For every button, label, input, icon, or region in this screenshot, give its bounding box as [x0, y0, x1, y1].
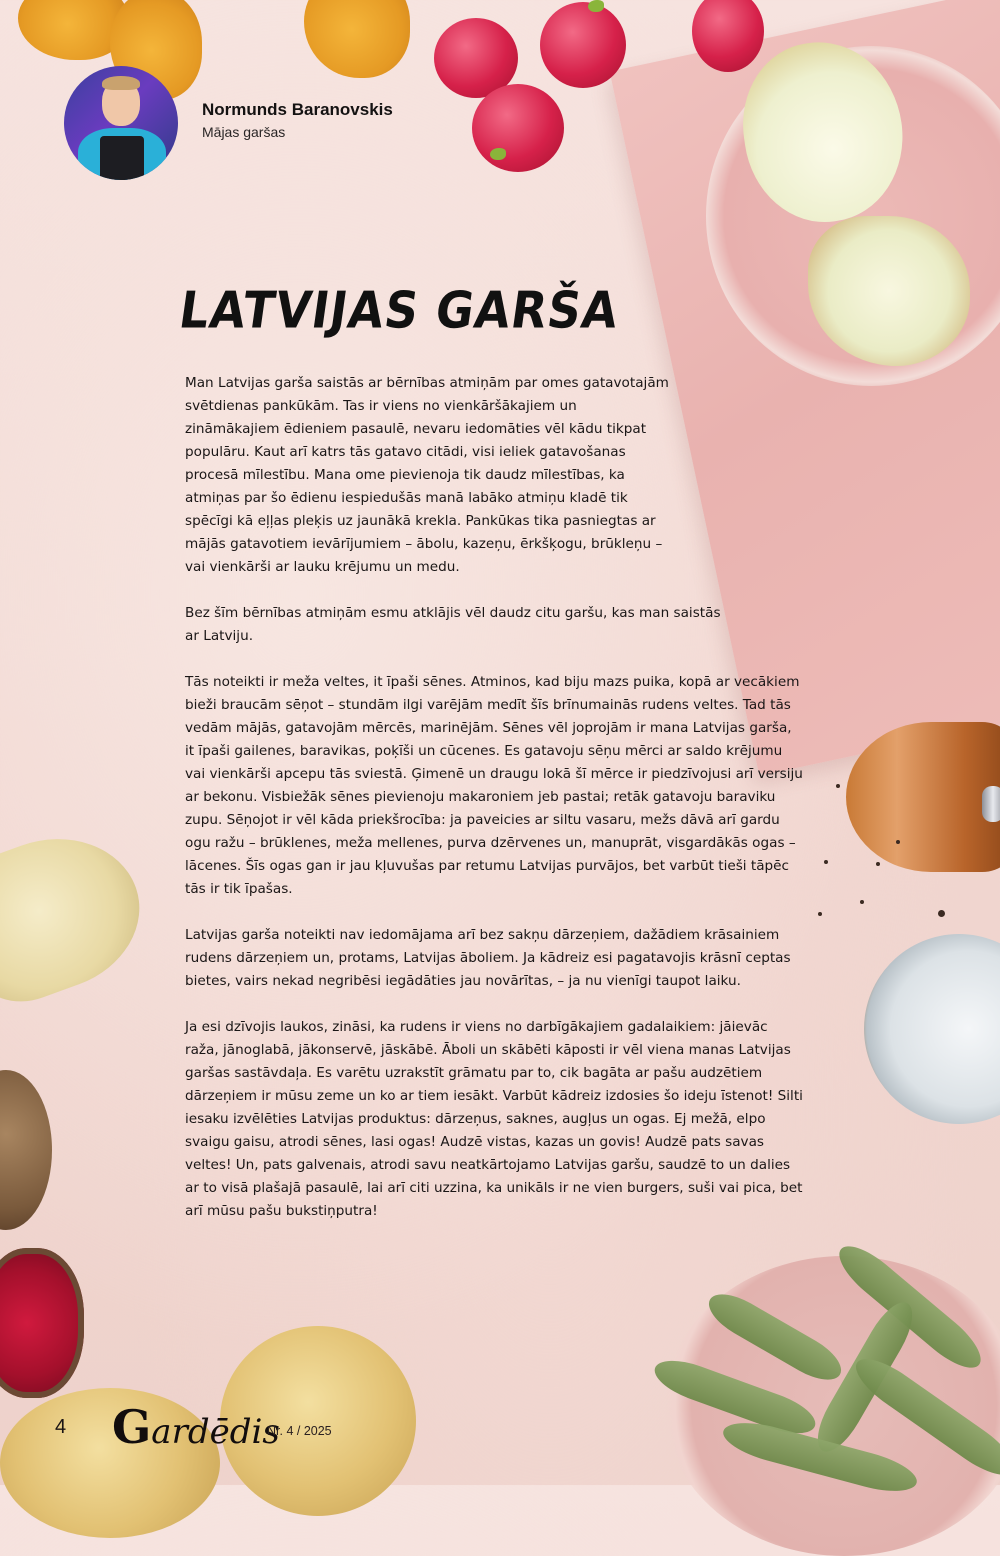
paragraph: Ja esi dzīvojis laukos, zināsi, ka rudens ir viens no darbīgākajiem gadalaikiem: jāievāc raža, jānoglabā, jākonservē, jāskābē. Āboli un skābēti kāposti ir vēl viena manas Latvijas garšas sastāvdaļa. Es varētu uzrakstīt grāmatu par to, cik bagāta ar pašu audzētiem dārzeņiem ir mūsu zeme un ko ar tiem iesākt. Varbūt kādreiz izdosies šo ideju īstenot! Silti iesaku izvēlēties Latvijas produktus: dārzeņus, saknes, augļus un ogas. Ej mežā, elpo svaigu gaisu, atrodi sēnes, lasi ogas! Audzē vistas, kazas un govis! Audzē pats savas veltes! Un, pats galvenais, atrodi savu neatkārtojamo Latvijas garšu, saudzē to un dalies ar to visā plašajā pasaulē, lai arī citi uzzina, ka unikāls ir ne vien burgers, suši vai pica, bet arī mūsu pašu bukstiņputra!	[185, 1019, 803, 1219]
parsnip-image	[0, 814, 160, 1017]
logo-initial: G	[112, 1400, 152, 1454]
pepper-mill-knob-image	[982, 786, 1000, 822]
author-avatar	[64, 66, 178, 180]
peppercorn-image	[876, 862, 880, 866]
avatar-hair	[102, 76, 140, 90]
radish-leaf-image	[490, 148, 506, 160]
peppercorn-image	[818, 912, 822, 916]
peppercorn-image	[860, 900, 864, 904]
paragraph: Tās noteikti ir meža veltes, it īpaši sēnes. Atminos, kad biju mazs puika, kopā ar vecākiem bieži braucām sēņot – stundām ilgi varējām medīt šīs brīnumainās rudens veltes. Tad tās vedām mājās, gatavojām mērcēs, marinējām. Sēnes vēl joprojām ir mana Latvijas garša, it īpaši gailenes, baravikas, poķīši un cūcenes. Es gatavoju sēņu mērci ar saldo krējumu vai vienkārši apcepu tās sviestā. Ģimenē un draugu lokā šī mērce ir piedzīvojusi arī versiju ar bekonu. Visbiežāk sēnes pievienoju makaroniem jeb pastai; retāk gatavoju baraviku zupu. Sēņojot ir vēl kāda priekšrocība: ja paveicies ar siltu vasaru, mežs dāvā arī gardu ogu ražu – brūklenes, meža mellenes, purva dzērvenes un, manuprāt, visgardākās ogas – lācenes. Šīs ogas gan ir jau kļuvušas par retumu Latvijas purvājos, bet varbūt tieši tāpēc tās ir tik īpašas.	[185, 674, 803, 897]
author-name: Normunds Baranovskis	[202, 100, 393, 119]
peppercorn-image	[938, 910, 945, 917]
peppercorn-image	[824, 860, 828, 864]
pepper-mill-image	[846, 722, 1000, 872]
radish-image	[540, 2, 626, 88]
author-byline	[64, 66, 393, 180]
peppercorn-image	[896, 840, 900, 844]
cut-beet-image	[0, 1248, 84, 1398]
magazine-logo	[112, 1400, 280, 1454]
radish-leaf-image	[588, 0, 604, 12]
avatar-apron	[100, 136, 144, 180]
page-number: 4	[55, 1416, 67, 1438]
column-name: Mājas garšas	[202, 124, 286, 140]
issue-number: Nr. 4 / 2025	[267, 1424, 332, 1438]
beet-image	[0, 1070, 52, 1230]
radish-image	[472, 84, 564, 172]
article-title: LATVIJAS GARŠA	[175, 280, 623, 340]
peppercorn-image	[836, 784, 840, 788]
logo-rest: ardēdis	[151, 1412, 280, 1452]
paragraph: Man Latvijas garša saistās ar bērnības atmiņām par omes gatavotajām svētdienas pankūkām. Tas ir viens no vienkāršākajiem un zināmākajiem ēdieniem pasaulē, nevaru iedomāties vēl kādu tikpat populāru. Kaut arī katrs tās gatavo citādi, visi ieliek gatavošanas procesā mīlestību. Mana ome pievienoja tik daudz mīlestības, ka atmiņas par šo ēdienu iespiedušās manā labāko atmiņu kladē tik spēcīgi kā eļļas pleķis uz jaunākā krekla. Pankūkas tika pasniegtas ar mājās gatavotiem ievārījumiem – ābolu, kazeņu, ērkšķogu, brūkleņu – vai vienkārši ar lauku krējumu un medu.	[185, 375, 669, 575]
paragraph: Latvijas garša noteikti nav iedomājama arī bez sakņu dārzeņiem, dažādiem krāsainiem rudens dārzeņiem un, protams, Latvijas āboliem. Ja kādreiz esi pagatavojis krāsnī ceptas bietes, vairs nekad negribēsi iegādāties jau novārītas, – ja nu vienīgi taupot laiku.	[185, 927, 791, 989]
article-body	[185, 372, 805, 1246]
paragraph: Bez šīm bērnības atmiņām esmu atklājis vēl daudz citu garšu, kas man saistās ar Latviju.	[185, 605, 721, 644]
salt-bowl-image	[864, 934, 1000, 1124]
